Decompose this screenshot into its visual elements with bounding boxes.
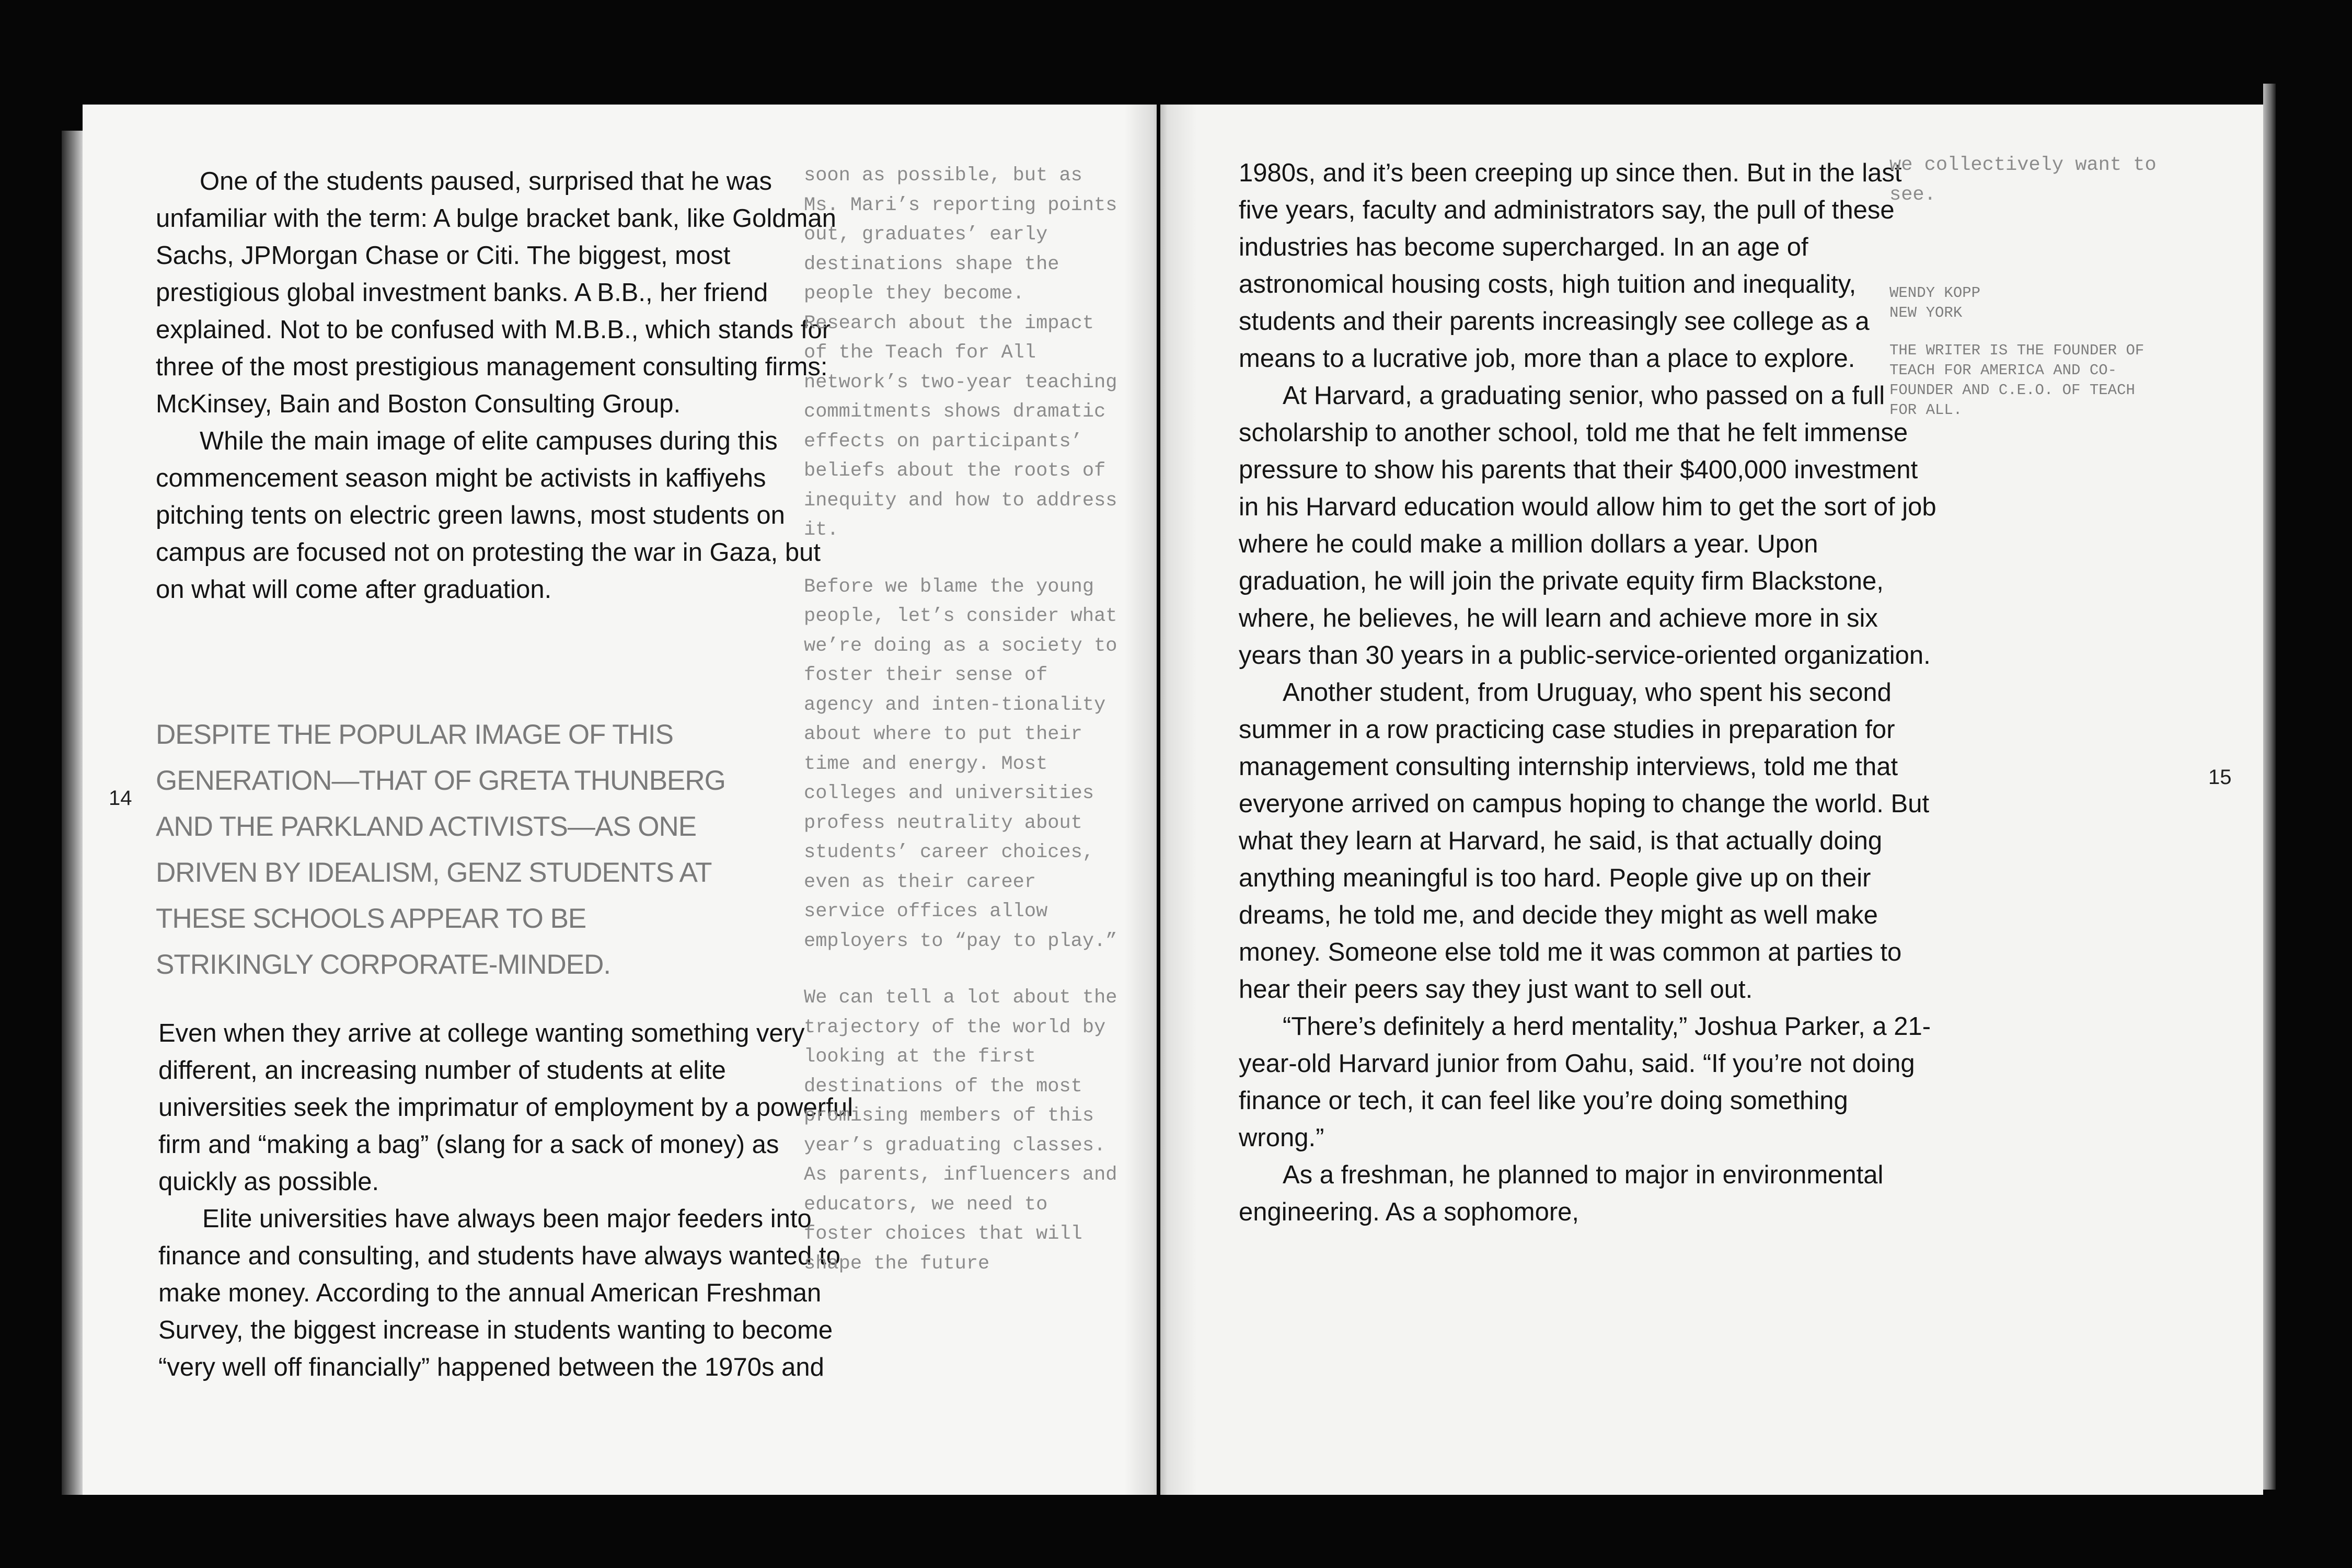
- author-city: NEW YORK: [1889, 304, 1963, 321]
- sidebar-paragraph: we collectively want to see.: [1889, 154, 2157, 206]
- left-body-bottom: [158, 1015, 856, 1386]
- book-edge-right: [2263, 84, 2276, 1490]
- right-page: [1160, 105, 2263, 1495]
- paragraph: While the main image of elite campuses during this commencement season might be activists in kaffiyehs pitching tents on electric green lawns, most students on campus are focused not on protesting the war in Gaza, but on what will come after graduation.: [156, 427, 821, 604]
- paragraph: Elite universities have always been major feeders into finance and consulting, and students have always wanted to make money. According to the annual American Freshman Survey, the biggest increase in students wanting to become “very well off financially” happened between the 1970s and: [158, 1205, 840, 1381]
- page-number-left: 14: [109, 787, 132, 810]
- book-edge-left: [62, 131, 83, 1495]
- page-number-right: 15: [2208, 766, 2232, 789]
- sidebar-paragraph: We can tell a lot about the trajectory of the world by looking at the first destinations of the most promising members of this year’s graduating classes. As parents, influencers and educators, we need to foster choices that will shape the future: [804, 987, 1117, 1275]
- paragraph: 1980s, and it’s been creeping up since then. But in the last five years, faculty and administrators say, the pull of these industries has become supercharged. In an age of astronomical housing costs, high tuition and inequality, students and their parents increasingly see college as a means to a lucrative job, more than a place to explore.: [1239, 159, 1902, 373]
- paragraph: As a freshman, he planned to major in environmental engineering. As a sophomore,: [1239, 1161, 1884, 1226]
- right-sidebar-column: [1889, 151, 2161, 237]
- left-body-top: [156, 163, 856, 608]
- paragraph: At Harvard, a graduating senior, who passed on a full scholarship to another school, told me that he felt immense pressure to show his parents that their $400,000 investment in his Harvard education would allow him to get the sort of job where he could make a million dollars a year. Upon graduation, he will join the private equity firm Blackstone, where, he believes, he will learn and achieve more in six years than 30 years in a public-service-oriented organization.: [1239, 382, 1936, 670]
- pull-quote: DESPITE THE POPULAR IMAGE OF THIS GENERATION—THAT OF GRETA THUNBERG AND THE PARKLAND ACTIVISTS—AS ONE DRIVEN BY IDEALISM, GENZ STUDENTS AT THESE SCHOOLS APPEAR TO BE STRIKINGLY CORPORATE-MINDED.: [156, 719, 725, 980]
- paragraph: One of the students paused, surprised that he was unfamiliar with the term: A bulge bracket bank, like Goldman Sachs, JPMorgan Chase or Citi. The biggest, most prestigious global investment banks. A B.B., her friend explained. Not to be confused with M.B.B., which stands for three of the most prestigious management consulting firms: McKinsey, Bain and Boston Consulting Group.: [156, 167, 836, 418]
- left-page: [83, 105, 1157, 1495]
- right-body: [1239, 155, 1939, 1231]
- paragraph: Another student, from Uruguay, who spent his second summer in a row practicing case studies in preparation for management consulting internship interviews, told me that everyone arrived on campus hoping to change the world. But what they learn at Harvard, he said, is that actually doing anything meaningful is too hard. People give up on their dreams, he told me, and decide they might as well make money. Someone else told me it was common at parties to hear their peers say they just want to sell out.: [1239, 678, 1930, 1004]
- paragraph: “There’s definitely a herd mentality,” Joshua Parker, a 21-year-old Harvard junior from Oahu, said. “If you’re not doing finance or tech, it can feel like you’re doing something wrong.”: [1239, 1012, 1931, 1152]
- author-bio: THE WRITER IS THE FOUNDER OF TEACH FOR AMERICA AND CO-FOUNDER AND C.E.O. OF TEACH FOR ALL.: [1889, 342, 2145, 419]
- sidebar-paragraph: soon as possible, but as Ms. Mari’s reporting points out, graduates’ early destinations shape the people they become. Research about the impact of the Teach for All network’s two-year teaching commitments shows dramatic effects on participants’ beliefs about the roots of inequity and how to address it.: [804, 165, 1117, 541]
- book-gutter: [1124, 105, 1197, 1495]
- author-name: WENDY KOPP: [1889, 284, 1981, 302]
- sidebar-paragraph: Before we blame the young people, let’s consider what we’re doing as a society to foster their sense of agency and inten-tionality about where to put their time and energy. Most colleges and universities profess neutrality about students’ career choices, even as their career service offices allow employers to “pay to play.”: [804, 575, 1117, 952]
- paragraph: Even when they arrive at college wanting something very different, an increasing number of students at elite universities seek the imprimatur of employment by a powerful firm and “making a bag” (slang for a sack of money) as quickly as possible.: [158, 1019, 854, 1196]
- author-signature: [1889, 283, 2161, 420]
- left-sidebar-column: [804, 161, 1117, 1306]
